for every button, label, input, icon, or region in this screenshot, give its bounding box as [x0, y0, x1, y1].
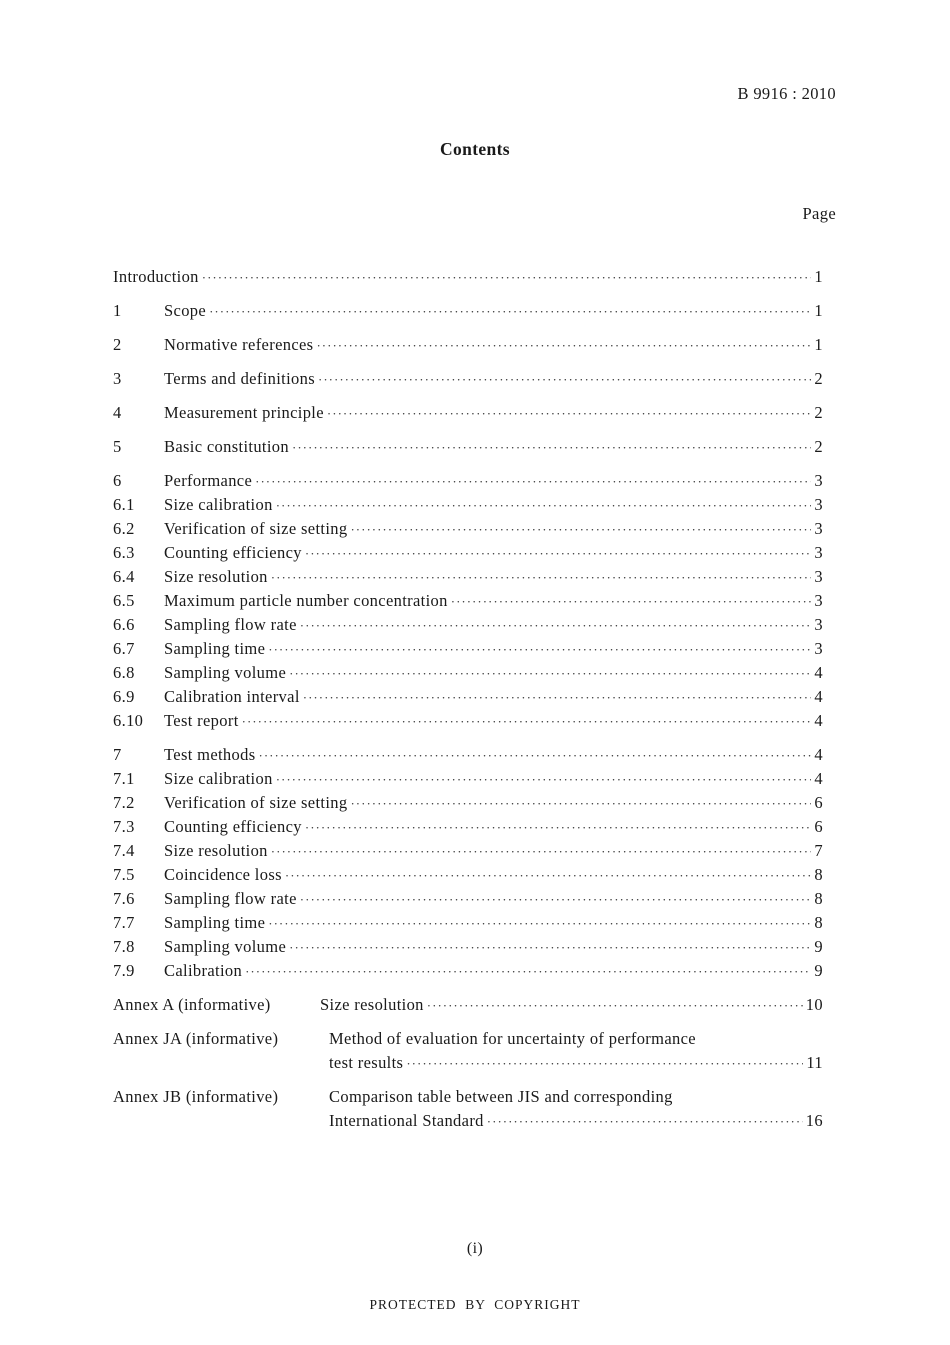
dot-leader	[303, 686, 812, 710]
toc-entry-page: 1	[814, 267, 823, 286]
toc-entry-title: Size resolution	[164, 567, 268, 586]
toc-entry-title-line2: test results	[329, 1053, 404, 1072]
toc-entry-title: Sampling flow rate	[164, 889, 297, 908]
dot-leader	[318, 368, 811, 392]
annex-label: Annex A (informative)	[113, 995, 271, 1014]
dot-leader	[285, 864, 812, 888]
dot-leader	[350, 518, 811, 542]
toc-entry-number: 6.1	[113, 495, 135, 514]
toc-entry-number: 7	[113, 745, 122, 764]
dot-leader	[259, 744, 812, 768]
toc-entry-6-2[interactable]	[113, 517, 823, 541]
dot-leader	[289, 936, 811, 960]
toc-entry-page: 4	[814, 687, 823, 706]
toc-entry-annex-jb-cont[interactable]	[113, 1109, 823, 1133]
toc-entry-7-1[interactable]	[113, 767, 823, 791]
toc-entry-page: 6	[814, 817, 823, 836]
toc-entry-page: 8	[814, 889, 823, 908]
dot-leader	[209, 300, 811, 324]
toc-entry-terms-and-definitions[interactable]	[113, 367, 823, 391]
toc-entry-number: 6.8	[113, 663, 135, 682]
toc-entry-6-9[interactable]	[113, 685, 823, 709]
toc-entry-number: 7.8	[113, 937, 135, 956]
toc-entry-page: 8	[814, 865, 823, 884]
toc-entry-6-8[interactable]	[113, 661, 823, 685]
toc-entry-title: Sampling time	[164, 913, 266, 932]
toc-entry-annex-a[interactable]	[113, 993, 823, 1017]
toc-entry-basic-constitution[interactable]	[113, 435, 823, 459]
dot-leader	[255, 470, 811, 494]
toc-entry-page: 10	[805, 995, 823, 1014]
toc-entry-number: 7.4	[113, 841, 135, 860]
toc-entry-page: 6	[814, 793, 823, 812]
dot-leader	[487, 1110, 803, 1134]
toc-entry-7-9[interactable]	[113, 959, 823, 983]
toc-entry-title: Sampling volume	[164, 663, 287, 682]
toc-entry-number: 7.6	[113, 889, 135, 908]
toc-entry-page: 9	[814, 961, 823, 980]
dot-leader	[316, 334, 811, 358]
toc-entry-7-8[interactable]	[113, 935, 823, 959]
toc-entry-number: 6.3	[113, 543, 135, 562]
toc-entry-page: 3	[814, 543, 823, 562]
toc-entry-6-1[interactable]	[113, 493, 823, 517]
toc-entry-6-4[interactable]	[113, 565, 823, 589]
toc-entry-title-line2: International Standard	[329, 1111, 484, 1130]
toc-entry-6-5[interactable]	[113, 589, 823, 613]
dot-leader	[268, 912, 811, 936]
toc-entry-page: 2	[814, 369, 823, 388]
annex-label: Annex JA (informative)	[113, 1029, 279, 1048]
toc-entry-title: Verification of size setting	[164, 519, 348, 538]
page-title: Contents	[440, 139, 510, 159]
toc-entry-6-3[interactable]	[113, 541, 823, 565]
toc-entry-title: Sampling volume	[164, 937, 287, 956]
toc-entry-title: Calibration	[164, 961, 243, 980]
table-of-contents	[113, 265, 823, 1133]
toc-entry-title-line1: Comparison table between JIS and corresponding	[329, 1087, 673, 1106]
toc-entry-page: 16	[805, 1111, 823, 1130]
dot-leader	[300, 888, 812, 912]
dot-leader	[350, 792, 811, 816]
toc-entry-7-3[interactable]	[113, 815, 823, 839]
toc-entry-title: Scope	[164, 301, 207, 320]
toc-entry-title: Measurement principle	[164, 403, 324, 422]
toc-entry-number: 7.1	[113, 769, 135, 788]
toc-entry-test-methods[interactable]	[113, 743, 823, 767]
toc-entry-title: Size resolution	[164, 841, 268, 860]
annex-label: Annex JB (informative)	[113, 1087, 279, 1106]
toc-entry-title: Coincidence loss	[164, 865, 282, 884]
toc-entry-number: 7.9	[113, 961, 135, 980]
document-number: B 9916 : 2010	[737, 84, 836, 103]
toc-entry-annex-ja[interactable]	[113, 1027, 823, 1051]
toc-entry-number: 4	[113, 403, 122, 422]
toc-entry-normative-references[interactable]	[113, 333, 823, 357]
toc-entry-page: 1	[814, 335, 823, 354]
toc-entry-number: 6.9	[113, 687, 135, 706]
copyright-notice: PROTECTED BY COPYRIGHT	[369, 1297, 581, 1312]
toc-entry-page: 9	[814, 937, 823, 956]
dot-leader	[289, 662, 811, 686]
dot-leader	[327, 402, 811, 426]
toc-entry-title: Maximum particle number concentration	[164, 591, 448, 610]
dot-leader	[268, 638, 811, 662]
toc-entry-number: 6.7	[113, 639, 135, 658]
toc-entry-annex-ja-cont[interactable]	[113, 1051, 823, 1075]
toc-entry-title: Size calibration	[164, 495, 273, 514]
dot-leader	[305, 816, 812, 840]
dot-leader	[202, 266, 812, 290]
toc-entry-title: Test methods	[164, 745, 256, 764]
dot-leader	[276, 768, 812, 792]
toc-entry-page: 4	[814, 711, 823, 730]
toc-entry-page: 3	[814, 495, 823, 514]
toc-entry-page: 7	[814, 841, 823, 860]
dot-leader	[276, 494, 812, 518]
toc-entry-title: Sampling time	[164, 639, 266, 658]
toc-entry-page: 11	[806, 1053, 823, 1072]
toc-entry-number: 5	[113, 437, 122, 456]
toc-entry-title: Basic constitution	[164, 437, 289, 456]
toc-entry-number: 6.5	[113, 591, 135, 610]
toc-entry-6-7[interactable]	[113, 637, 823, 661]
toc-entry-number: 2	[113, 335, 122, 354]
toc-entry-number: 7.3	[113, 817, 135, 836]
dot-leader	[451, 590, 812, 614]
toc-entry-annex-jb[interactable]	[113, 1085, 823, 1109]
toc-entry-scope[interactable]	[113, 299, 823, 323]
toc-entry-7-5[interactable]	[113, 863, 823, 887]
toc-entry-page: 3	[814, 591, 823, 610]
toc-entry-page: 3	[814, 567, 823, 586]
toc-entry-page: 4	[814, 769, 823, 788]
toc-entry-number: 3	[113, 369, 122, 388]
toc-entry-page: 2	[814, 437, 823, 456]
dot-leader	[292, 436, 811, 460]
toc-entry-number: 6.2	[113, 519, 135, 538]
toc-entry-title: Performance	[164, 471, 253, 490]
dot-leader	[271, 566, 812, 590]
toc-entry-title: Counting efficiency	[164, 543, 302, 562]
toc-entry-page: 3	[814, 471, 823, 490]
toc-entry-title: Calibration interval	[164, 687, 300, 706]
toc-entry-page: 8	[814, 913, 823, 932]
toc-entry-title: Test report	[164, 711, 239, 730]
dot-leader	[242, 710, 812, 734]
toc-entry-page: 3	[814, 615, 823, 634]
toc-entry-title: Counting efficiency	[164, 817, 302, 836]
toc-entry-number: 1	[113, 301, 122, 320]
toc-entry-title: Verification of size setting	[164, 793, 348, 812]
toc-entry-7-7[interactable]	[113, 911, 823, 935]
toc-entry-title: Size resolution	[320, 995, 424, 1014]
toc-entry-title: Introduction	[113, 267, 199, 286]
toc-entry-7-2[interactable]	[113, 791, 823, 815]
dot-leader	[406, 1052, 803, 1076]
page-column-heading: Page	[802, 204, 836, 223]
toc-entry-number: 6.10	[113, 711, 144, 730]
toc-entry-7-4[interactable]	[113, 839, 823, 863]
toc-entry-page: 3	[814, 639, 823, 658]
toc-entry-number: 7.2	[113, 793, 135, 812]
dot-leader	[305, 542, 812, 566]
toc-entry-title-line1: Method of evaluation for uncertainty of performance	[329, 1029, 696, 1048]
toc-entry-number: 6	[113, 471, 122, 490]
toc-entry-number: 7.7	[113, 913, 135, 932]
toc-entry-number: 6.6	[113, 615, 135, 634]
toc-entry-title: Size calibration	[164, 769, 273, 788]
toc-entry-measurement-principle[interactable]	[113, 401, 823, 425]
toc-entry-page: 1	[814, 301, 823, 320]
toc-entry-introduction[interactable]	[113, 265, 823, 289]
toc-entry-7-6[interactable]	[113, 887, 823, 911]
toc-entry-title: Normative references	[164, 335, 314, 354]
toc-entry-page: 4	[814, 663, 823, 682]
toc-entry-6-6[interactable]	[113, 613, 823, 637]
toc-entry-number: 6.4	[113, 567, 135, 586]
toc-entry-performance[interactable]	[113, 469, 823, 493]
toc-entry-page: 2	[814, 403, 823, 422]
toc-entry-title: Terms and definitions	[164, 369, 315, 388]
footer-page-number: (i)	[466, 1240, 484, 1257]
toc-entry-6-10[interactable]	[113, 709, 823, 733]
dot-leader	[245, 960, 811, 984]
toc-entry-page: 3	[814, 519, 823, 538]
dot-leader	[427, 994, 803, 1018]
dot-leader	[271, 840, 812, 864]
toc-entry-page: 4	[814, 745, 823, 764]
dot-leader	[300, 614, 812, 638]
toc-entry-title: Sampling flow rate	[164, 615, 297, 634]
toc-entry-number: 7.5	[113, 865, 135, 884]
